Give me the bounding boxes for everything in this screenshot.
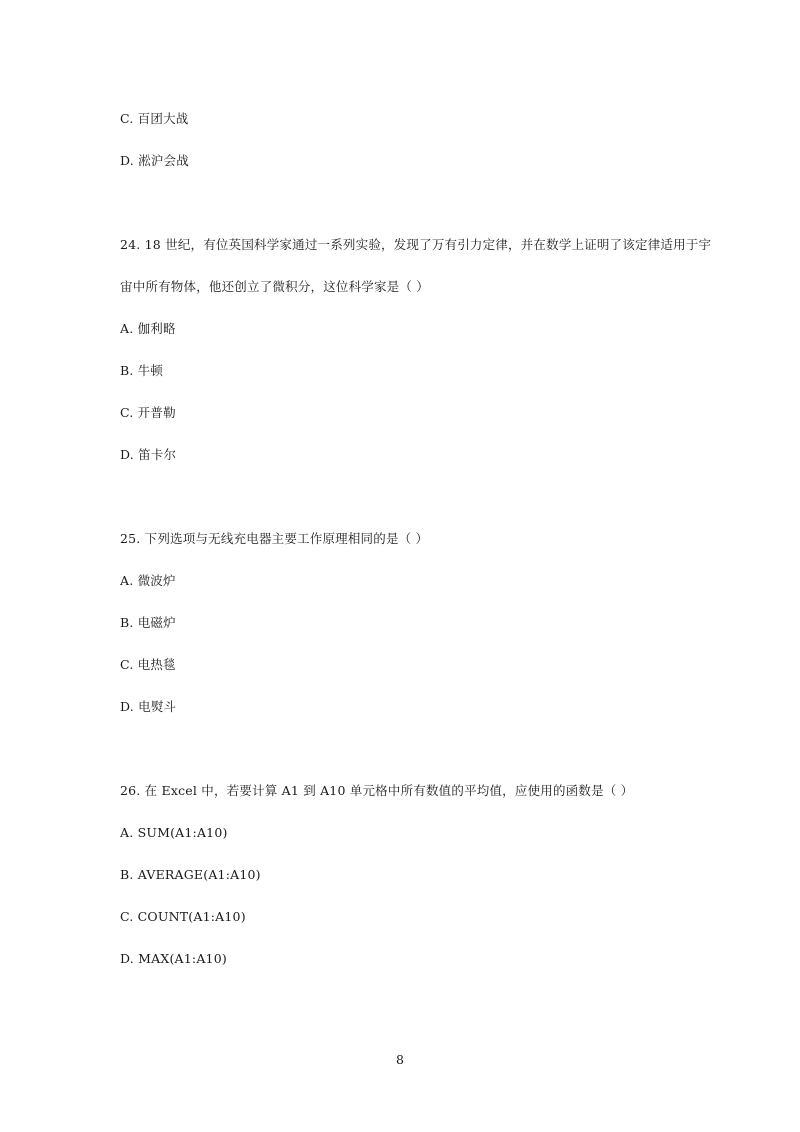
q24-option-c: C. 开普勒: [120, 405, 176, 420]
q24-stem-line1: 24. 18 世纪，有位英国科学家通过一系列实验，发现了万有引力定律，并在数学上证明了该定律适用于宇: [120, 237, 712, 252]
q23-option-d: D. 淞沪会战: [120, 153, 189, 168]
q25-stem: 25. 下列选项与无线充电器主要工作原理相同的是（ ）: [120, 531, 429, 546]
q24-stem-line2: 宙中所有物体，他还创立了微积分，这位科学家是（ ）: [120, 279, 429, 294]
q26-option-d: D. MAX(A1:A10): [120, 951, 227, 966]
q26-stem: 26. 在 Excel 中，若要计算 A1 到 A10 单元格中所有数值的平均值，应使用的函数是（ ）: [120, 783, 634, 798]
page-number: 8: [396, 1052, 404, 1067]
q25-option-c: C. 电热毯: [120, 657, 176, 672]
q24-option-a: A. 伽利略: [120, 321, 176, 336]
q25-option-b: B. 电磁炉: [120, 615, 176, 630]
q23-option-c: C. 百团大战: [120, 111, 189, 126]
q25-option-a: A. 微波炉: [120, 573, 176, 588]
q26-option-c: C. COUNT(A1:A10): [120, 909, 246, 924]
q24-option-d: D. 笛卡尔: [120, 447, 177, 462]
q26-option-b: B. AVERAGE(A1:A10): [120, 867, 261, 882]
q25-option-d: D. 电熨斗: [120, 699, 177, 714]
q24-option-b: B. 牛顿: [120, 363, 164, 378]
q26-option-a: A. SUM(A1:A10): [120, 825, 228, 840]
